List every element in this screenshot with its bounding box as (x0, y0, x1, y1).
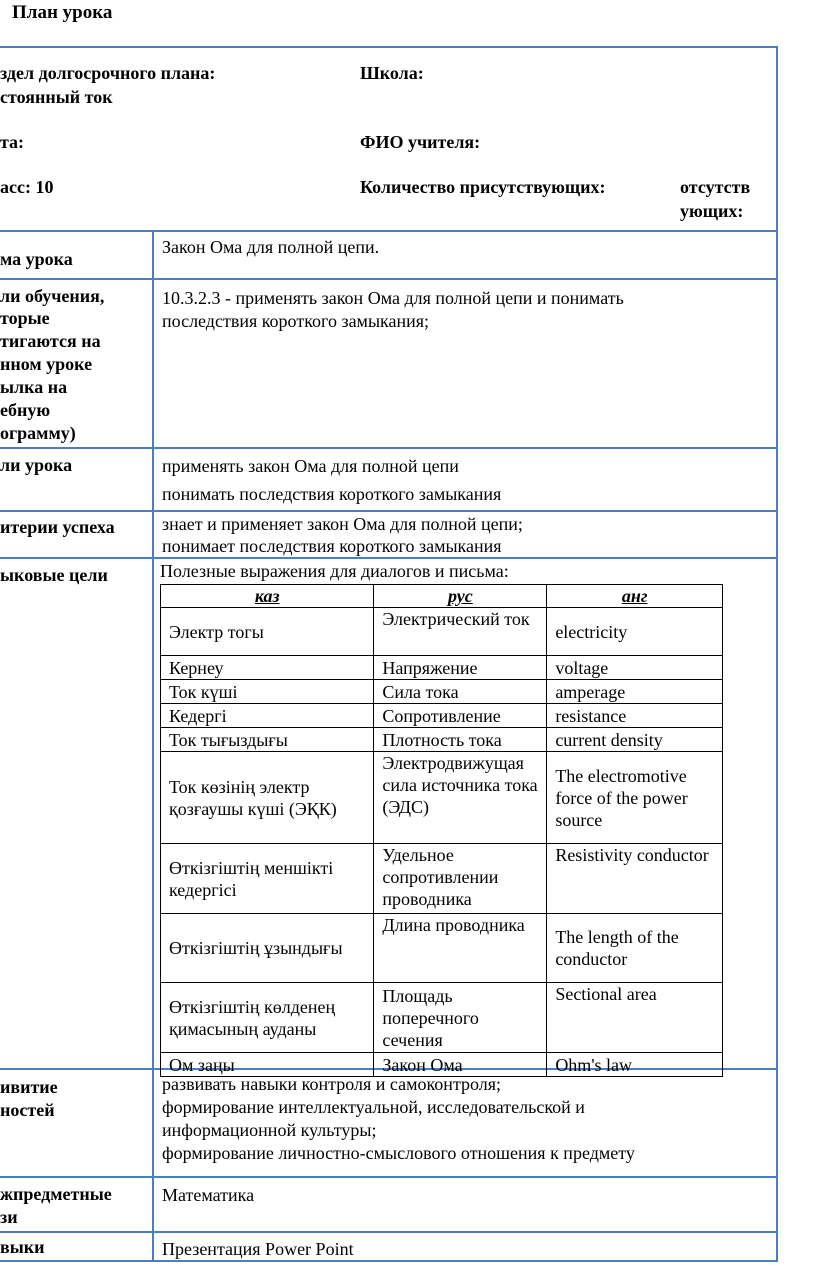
lesson-goals-label: ли урока (0, 455, 73, 475)
cell-rus: Напряжение (374, 656, 547, 680)
cell-eng: amperage (547, 680, 723, 704)
cell-eng: current density (547, 728, 723, 752)
absent-label-line1: отсутств (680, 177, 751, 197)
cell-kaz: Ток тығыздығы (161, 728, 374, 752)
page-title: План урока (12, 2, 113, 23)
values-label-line: ивитие (0, 1077, 58, 1097)
table-row (161, 844, 723, 914)
section-label: здел долгосрочного плана: (0, 63, 216, 83)
table-row (161, 680, 723, 704)
values-label-line: ностей (0, 1100, 55, 1120)
divider (0, 1231, 778, 1233)
table-row (161, 704, 723, 728)
cell-kaz: Ток көзінің электр қозғаушы күші (ЭҚК) (161, 752, 374, 844)
language-intro: Полезные выражения для диалогов и письма: (160, 561, 509, 581)
column-divider (152, 230, 154, 1262)
cell-rus: Закон Ома (374, 1053, 547, 1077)
goals-label-line: ылка на (0, 377, 68, 397)
present-label: Количество присутствующих: (360, 177, 606, 197)
table-header-row (161, 585, 723, 608)
divider (0, 230, 778, 232)
cell-rus: Удельное сопротивлении проводника (374, 844, 547, 914)
vocabulary-table (160, 584, 723, 1077)
cell-kaz: Ток күші (161, 680, 374, 704)
cell-eng: Sectional area (547, 983, 723, 1053)
values-value-line: развивать навыки контроля и самоконтроля; (162, 1074, 502, 1094)
table-row (161, 656, 723, 680)
values-value-line: формирование личностно-смыслового отношения к предмету (162, 1143, 635, 1163)
divider (0, 557, 778, 559)
criteria-label: итерии успеха (0, 517, 115, 537)
grade-label: асс: 10 (0, 177, 54, 197)
cell-kaz: Өткізгіштің ұзындығы (161, 914, 374, 983)
table-row (161, 728, 723, 752)
criteria-value-line: знает и применяет закон Ома для полной цепи; (162, 514, 523, 534)
table-row (161, 608, 723, 656)
cell-kaz: Ом заңы (161, 1053, 374, 1077)
absent-label-line2: ующих: (680, 201, 744, 221)
table-row (161, 983, 723, 1053)
lesson-goals-value-line: понимать последствия короткого замыкания (162, 484, 502, 504)
column-header-eng: анг (547, 585, 723, 608)
goals-label-line: тигаются на (0, 331, 101, 351)
cell-rus: Электродвижущая сила источника тока (ЭДС) (374, 752, 547, 844)
cell-eng: Ohm's law (547, 1053, 723, 1077)
table-row (161, 914, 723, 983)
skills-label: выки (0, 1237, 45, 1257)
lesson-goals-value-line: применять закон Ома для полной цепи (162, 456, 459, 476)
cell-eng: voltage (547, 656, 723, 680)
school-label: Школа: (360, 63, 424, 83)
cell-eng: resistance (547, 704, 723, 728)
cell-kaz: Кедергі (161, 704, 374, 728)
section-value: стоянный ток (0, 87, 113, 107)
goals-label-line: ебную (0, 400, 51, 420)
cell-rus: Электрический ток (374, 608, 547, 656)
skills-value: Презентация Power Point (162, 1239, 354, 1259)
cell-rus: Плотность тока (374, 728, 547, 752)
criteria-value-line: понимает последствия короткого замыкания (162, 536, 502, 556)
language-goals-label: ыковые цели (0, 565, 108, 585)
cell-rus: Сопротивление (374, 704, 547, 728)
cross-subject-label-line: жпредметные (0, 1184, 112, 1204)
goals-label-line: ограмму) (0, 423, 76, 443)
table-row (161, 752, 723, 844)
cell-kaz: Кернеу (161, 656, 374, 680)
cell-rus: Длина проводника (374, 914, 547, 983)
goals-label-line: нном уроке (0, 354, 93, 374)
column-header-rus: рус (374, 585, 547, 608)
divider (0, 278, 778, 280)
cell-kaz: Өткізгіштің көлденең қимасының ауданы (161, 983, 374, 1053)
goals-value-line: 10.3.2.3 - применять закон Ома для полной цепи и понимать (162, 288, 624, 308)
cross-subject-label-line: зи (0, 1207, 18, 1227)
values-value-line: формирование интеллектуальной, исследовательской и (162, 1097, 585, 1117)
topic-label: ма урока (0, 249, 73, 269)
cell-kaz: Өткізгіштің меншікті кедергісі (161, 844, 374, 914)
cell-kaz: Электр тогы (161, 608, 374, 656)
goals-label-line: ли обучения, (0, 286, 105, 306)
cross-subject-value: Математика (162, 1185, 255, 1205)
teacher-label: ФИО учителя: (360, 132, 481, 152)
date-label: та: (0, 132, 25, 152)
cell-eng: electricity (547, 608, 723, 656)
divider (0, 510, 778, 512)
cell-rus: Площадь поперечного сечения (374, 983, 547, 1053)
divider (0, 1176, 778, 1178)
cell-eng: The electromotive force of the power source (547, 752, 723, 844)
cell-rus: Сила тока (374, 680, 547, 704)
column-header-kaz: каз (161, 585, 374, 608)
topic-value: Закон Ома для полной цепи. (162, 237, 380, 257)
values-value-line: информационной культуры; (162, 1120, 377, 1140)
divider (0, 447, 778, 449)
cell-eng: The length of the conductor (547, 914, 723, 983)
goals-value-line: последствия короткого замыкания; (162, 311, 430, 331)
goals-label-line: торые (0, 308, 50, 328)
cell-eng: Resistivity conductor (547, 844, 723, 914)
